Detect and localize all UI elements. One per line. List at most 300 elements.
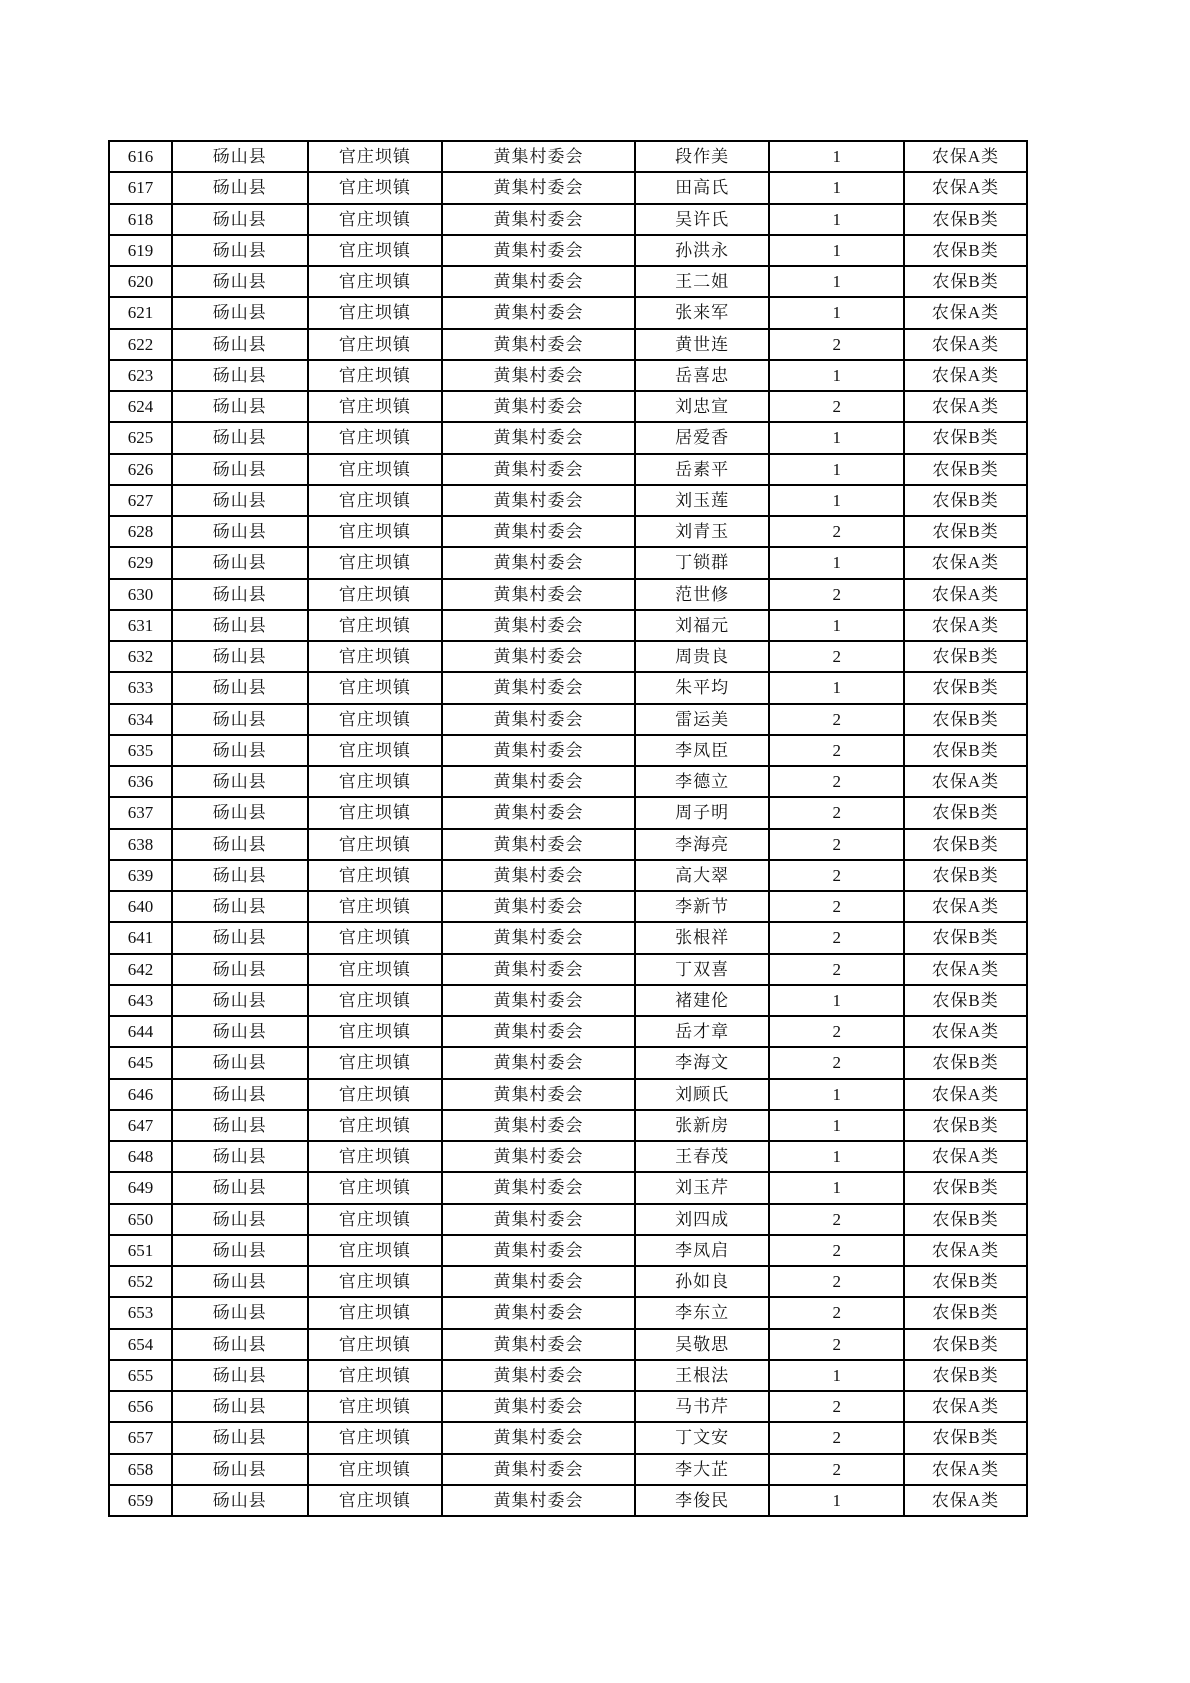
village-cell: 黄集村委会 — [442, 1422, 635, 1453]
village-cell: 黄集村委会 — [442, 297, 635, 328]
table-row — [109, 579, 1027, 610]
person-name-cell: 李东立 — [635, 1297, 770, 1328]
table-row — [109, 297, 1027, 328]
county-cell: 砀山县 — [172, 797, 308, 828]
county-cell: 砀山县 — [172, 1297, 308, 1328]
category-cell: 农保B类 — [904, 704, 1027, 735]
person-name-cell: 张根祥 — [635, 922, 770, 953]
table-row — [109, 516, 1027, 547]
person-name-cell: 李海亮 — [635, 829, 770, 860]
row-id-cell: 655 — [109, 1360, 172, 1391]
person-name-cell: 田高氏 — [635, 172, 770, 203]
town-cell: 官庄坝镇 — [308, 985, 443, 1016]
table-row — [109, 1485, 1027, 1516]
village-cell: 黄集村委会 — [442, 704, 635, 735]
person-name-cell: 刘玉芹 — [635, 1172, 770, 1203]
row-id-cell: 633 — [109, 672, 172, 703]
category-cell: 农保A类 — [904, 766, 1027, 797]
county-cell: 砀山县 — [172, 1016, 308, 1047]
town-cell: 官庄坝镇 — [308, 922, 443, 953]
county-cell: 砀山县 — [172, 516, 308, 547]
person-name-cell: 吴许氏 — [635, 204, 770, 235]
category-cell: 农保B类 — [904, 266, 1027, 297]
row-id-cell: 648 — [109, 1141, 172, 1172]
person-name-cell: 岳素平 — [635, 454, 770, 485]
row-id-cell: 650 — [109, 1204, 172, 1235]
row-id-cell: 616 — [109, 141, 172, 172]
table-row — [109, 485, 1027, 516]
person-name-cell: 王春茂 — [635, 1141, 770, 1172]
county-cell: 砀山县 — [172, 172, 308, 203]
county-cell: 砀山县 — [172, 1454, 308, 1485]
village-cell: 黄集村委会 — [442, 454, 635, 485]
row-id-cell: 634 — [109, 704, 172, 735]
row-id-cell: 641 — [109, 922, 172, 953]
village-cell: 黄集村委会 — [442, 235, 635, 266]
table-row — [109, 422, 1027, 453]
count-cell: 1 — [769, 1141, 904, 1172]
person-name-cell: 刘青玉 — [635, 516, 770, 547]
category-cell: 农保A类 — [904, 360, 1027, 391]
row-id-cell: 620 — [109, 266, 172, 297]
village-cell: 黄集村委会 — [442, 422, 635, 453]
county-cell: 砀山县 — [172, 954, 308, 985]
row-id-cell: 631 — [109, 610, 172, 641]
row-id-cell: 651 — [109, 1235, 172, 1266]
category-cell: 农保A类 — [904, 391, 1027, 422]
table-row — [109, 172, 1027, 203]
category-cell: 农保A类 — [904, 1391, 1027, 1422]
count-cell: 1 — [769, 672, 904, 703]
count-cell: 2 — [769, 735, 904, 766]
table-row — [109, 672, 1027, 703]
row-id-cell: 629 — [109, 547, 172, 578]
table-row — [109, 204, 1027, 235]
person-name-cell: 黄世连 — [635, 329, 770, 360]
table-row — [109, 766, 1027, 797]
count-cell: 2 — [769, 391, 904, 422]
county-cell: 砀山县 — [172, 391, 308, 422]
row-id-cell: 636 — [109, 766, 172, 797]
row-id-cell: 658 — [109, 1454, 172, 1485]
category-cell: 农保B类 — [904, 1047, 1027, 1078]
town-cell: 官庄坝镇 — [308, 204, 443, 235]
table-row — [109, 954, 1027, 985]
row-id-cell: 619 — [109, 235, 172, 266]
count-cell: 1 — [769, 297, 904, 328]
person-name-cell: 李凤启 — [635, 1235, 770, 1266]
table-row — [109, 1235, 1027, 1266]
person-name-cell: 丁双喜 — [635, 954, 770, 985]
category-cell: 农保B类 — [904, 1266, 1027, 1297]
count-cell: 2 — [769, 516, 904, 547]
row-id-cell: 621 — [109, 297, 172, 328]
town-cell: 官庄坝镇 — [308, 579, 443, 610]
row-id-cell: 659 — [109, 1485, 172, 1516]
county-cell: 砀山县 — [172, 1172, 308, 1203]
count-cell: 2 — [769, 860, 904, 891]
person-name-cell: 高大翠 — [635, 860, 770, 891]
row-id-cell: 632 — [109, 641, 172, 672]
table-row — [109, 1422, 1027, 1453]
town-cell: 官庄坝镇 — [308, 391, 443, 422]
category-cell: 农保B类 — [904, 422, 1027, 453]
table-row — [109, 891, 1027, 922]
table-row — [109, 1204, 1027, 1235]
village-cell: 黄集村委会 — [442, 922, 635, 953]
count-cell: 1 — [769, 985, 904, 1016]
county-cell: 砀山县 — [172, 1047, 308, 1078]
row-id-cell: 623 — [109, 360, 172, 391]
table-row — [109, 829, 1027, 860]
count-cell: 2 — [769, 954, 904, 985]
person-name-cell: 李德立 — [635, 766, 770, 797]
count-cell: 1 — [769, 1360, 904, 1391]
village-cell: 黄集村委会 — [442, 735, 635, 766]
table-row — [109, 860, 1027, 891]
category-cell: 农保A类 — [904, 891, 1027, 922]
town-cell: 官庄坝镇 — [308, 141, 443, 172]
county-cell: 砀山县 — [172, 1485, 308, 1516]
count-cell: 2 — [769, 1016, 904, 1047]
row-id-cell: 645 — [109, 1047, 172, 1078]
village-cell: 黄集村委会 — [442, 1297, 635, 1328]
village-cell: 黄集村委会 — [442, 1360, 635, 1391]
village-cell: 黄集村委会 — [442, 1016, 635, 1047]
county-cell: 砀山县 — [172, 735, 308, 766]
county-cell: 砀山县 — [172, 610, 308, 641]
table-row — [109, 1360, 1027, 1391]
count-cell: 1 — [769, 266, 904, 297]
count-cell: 2 — [769, 829, 904, 860]
count-cell: 1 — [769, 172, 904, 203]
town-cell: 官庄坝镇 — [308, 1391, 443, 1422]
person-name-cell: 褚建伦 — [635, 985, 770, 1016]
count-cell: 1 — [769, 1172, 904, 1203]
town-cell: 官庄坝镇 — [308, 704, 443, 735]
town-cell: 官庄坝镇 — [308, 1329, 443, 1360]
row-id-cell: 640 — [109, 891, 172, 922]
table-row — [109, 1110, 1027, 1141]
county-cell: 砀山县 — [172, 454, 308, 485]
category-cell: 农保B类 — [904, 1204, 1027, 1235]
town-cell: 官庄坝镇 — [308, 1016, 443, 1047]
count-cell: 1 — [769, 485, 904, 516]
category-cell: 农保A类 — [904, 172, 1027, 203]
category-cell: 农保B类 — [904, 735, 1027, 766]
count-cell: 2 — [769, 1235, 904, 1266]
table-row — [109, 641, 1027, 672]
village-cell: 黄集村委会 — [442, 1204, 635, 1235]
row-id-cell: 652 — [109, 1266, 172, 1297]
person-name-cell: 刘顾氏 — [635, 1079, 770, 1110]
county-cell: 砀山县 — [172, 485, 308, 516]
category-cell: 农保B类 — [904, 1360, 1027, 1391]
person-name-cell: 岳才章 — [635, 1016, 770, 1047]
category-cell: 农保B类 — [904, 516, 1027, 547]
county-cell: 砀山县 — [172, 672, 308, 703]
county-cell: 砀山县 — [172, 922, 308, 953]
category-cell: 农保B类 — [904, 1297, 1027, 1328]
town-cell: 官庄坝镇 — [308, 1204, 443, 1235]
town-cell: 官庄坝镇 — [308, 422, 443, 453]
village-cell: 黄集村委会 — [442, 672, 635, 703]
county-cell: 砀山县 — [172, 985, 308, 1016]
person-name-cell: 雷运美 — [635, 704, 770, 735]
county-cell: 砀山县 — [172, 204, 308, 235]
table-row — [109, 1172, 1027, 1203]
table-row — [109, 547, 1027, 578]
category-cell: 农保A类 — [904, 547, 1027, 578]
town-cell: 官庄坝镇 — [308, 860, 443, 891]
table-row — [109, 1297, 1027, 1328]
town-cell: 官庄坝镇 — [308, 766, 443, 797]
town-cell: 官庄坝镇 — [308, 1454, 443, 1485]
table-row — [109, 329, 1027, 360]
person-name-cell: 李凤臣 — [635, 735, 770, 766]
table-row — [109, 922, 1027, 953]
row-id-cell: 643 — [109, 985, 172, 1016]
category-cell: 农保A类 — [904, 297, 1027, 328]
county-cell: 砀山县 — [172, 422, 308, 453]
county-cell: 砀山县 — [172, 1079, 308, 1110]
table-row — [109, 797, 1027, 828]
count-cell: 2 — [769, 891, 904, 922]
town-cell: 官庄坝镇 — [308, 1141, 443, 1172]
person-name-cell: 居爱香 — [635, 422, 770, 453]
category-cell: 农保B类 — [904, 641, 1027, 672]
count-cell: 2 — [769, 1204, 904, 1235]
person-name-cell: 马书芹 — [635, 1391, 770, 1422]
row-id-cell: 647 — [109, 1110, 172, 1141]
county-cell: 砀山县 — [172, 1329, 308, 1360]
village-cell: 黄集村委会 — [442, 1047, 635, 1078]
county-cell: 砀山县 — [172, 266, 308, 297]
row-id-cell: 625 — [109, 422, 172, 453]
town-cell: 官庄坝镇 — [308, 641, 443, 672]
count-cell: 2 — [769, 641, 904, 672]
table-body — [109, 141, 1027, 1516]
table-row — [109, 985, 1027, 1016]
village-cell: 黄集村委会 — [442, 954, 635, 985]
row-id-cell: 622 — [109, 329, 172, 360]
town-cell: 官庄坝镇 — [308, 1235, 443, 1266]
count-cell: 1 — [769, 454, 904, 485]
count-cell: 2 — [769, 1297, 904, 1328]
category-cell: 农保A类 — [904, 1454, 1027, 1485]
category-cell: 农保B类 — [904, 672, 1027, 703]
county-cell: 砀山县 — [172, 1391, 308, 1422]
person-name-cell: 朱平均 — [635, 672, 770, 703]
town-cell: 官庄坝镇 — [308, 797, 443, 828]
table-row — [109, 360, 1027, 391]
town-cell: 官庄坝镇 — [308, 829, 443, 860]
town-cell: 官庄坝镇 — [308, 266, 443, 297]
town-cell: 官庄坝镇 — [308, 1079, 443, 1110]
county-cell: 砀山县 — [172, 1422, 308, 1453]
town-cell: 官庄坝镇 — [308, 735, 443, 766]
person-name-cell: 范世修 — [635, 579, 770, 610]
town-cell: 官庄坝镇 — [308, 672, 443, 703]
person-name-cell: 周子明 — [635, 797, 770, 828]
town-cell: 官庄坝镇 — [308, 235, 443, 266]
row-id-cell: 644 — [109, 1016, 172, 1047]
person-name-cell: 丁文安 — [635, 1422, 770, 1453]
category-cell: 农保B类 — [904, 204, 1027, 235]
county-cell: 砀山县 — [172, 547, 308, 578]
category-cell: 农保B类 — [904, 1329, 1027, 1360]
table-row — [109, 235, 1027, 266]
town-cell: 官庄坝镇 — [308, 454, 443, 485]
row-id-cell: 637 — [109, 797, 172, 828]
village-cell: 黄集村委会 — [442, 641, 635, 672]
county-cell: 砀山县 — [172, 704, 308, 735]
category-cell: 农保A类 — [904, 954, 1027, 985]
count-cell: 1 — [769, 235, 904, 266]
category-cell: 农保B类 — [904, 829, 1027, 860]
category-cell: 农保B类 — [904, 235, 1027, 266]
county-cell: 砀山县 — [172, 1235, 308, 1266]
village-cell: 黄集村委会 — [442, 266, 635, 297]
town-cell: 官庄坝镇 — [308, 516, 443, 547]
table-row — [109, 1016, 1027, 1047]
table-row — [109, 1329, 1027, 1360]
village-cell: 黄集村委会 — [442, 1110, 635, 1141]
county-cell: 砀山县 — [172, 891, 308, 922]
person-name-cell: 吴敬思 — [635, 1329, 770, 1360]
county-cell: 砀山县 — [172, 1110, 308, 1141]
count-cell: 2 — [769, 579, 904, 610]
count-cell: 2 — [769, 1047, 904, 1078]
row-id-cell: 642 — [109, 954, 172, 985]
table-row — [109, 610, 1027, 641]
village-cell: 黄集村委会 — [442, 985, 635, 1016]
village-cell: 黄集村委会 — [442, 860, 635, 891]
count-cell: 1 — [769, 610, 904, 641]
category-cell: 农保B类 — [904, 485, 1027, 516]
category-cell: 农保B类 — [904, 454, 1027, 485]
county-cell: 砀山县 — [172, 860, 308, 891]
category-cell: 农保B类 — [904, 860, 1027, 891]
town-cell: 官庄坝镇 — [308, 1422, 443, 1453]
category-cell: 农保B类 — [904, 1422, 1027, 1453]
county-cell: 砀山县 — [172, 1360, 308, 1391]
table-row — [109, 704, 1027, 735]
county-cell: 砀山县 — [172, 235, 308, 266]
town-cell: 官庄坝镇 — [308, 610, 443, 641]
count-cell: 2 — [769, 329, 904, 360]
row-id-cell: 628 — [109, 516, 172, 547]
town-cell: 官庄坝镇 — [308, 485, 443, 516]
village-cell: 黄集村委会 — [442, 516, 635, 547]
category-cell: 农保B类 — [904, 1172, 1027, 1203]
county-cell: 砀山县 — [172, 360, 308, 391]
village-cell: 黄集村委会 — [442, 1235, 635, 1266]
county-cell: 砀山县 — [172, 829, 308, 860]
person-name-cell: 王根法 — [635, 1360, 770, 1391]
village-cell: 黄集村委会 — [442, 391, 635, 422]
town-cell: 官庄坝镇 — [308, 329, 443, 360]
row-id-cell: 630 — [109, 579, 172, 610]
row-id-cell: 627 — [109, 485, 172, 516]
row-id-cell: 617 — [109, 172, 172, 203]
village-cell: 黄集村委会 — [442, 1454, 635, 1485]
county-cell: 砀山县 — [172, 1266, 308, 1297]
table-row — [109, 1454, 1027, 1485]
person-name-cell: 刘忠宣 — [635, 391, 770, 422]
person-name-cell: 岳喜忠 — [635, 360, 770, 391]
person-name-cell: 刘四成 — [635, 1204, 770, 1235]
county-cell: 砀山县 — [172, 1141, 308, 1172]
row-id-cell: 649 — [109, 1172, 172, 1203]
category-cell: 农保A类 — [904, 329, 1027, 360]
town-cell: 官庄坝镇 — [308, 891, 443, 922]
category-cell: 农保A类 — [904, 1141, 1027, 1172]
table-row — [109, 735, 1027, 766]
village-cell: 黄集村委会 — [442, 610, 635, 641]
count-cell: 1 — [769, 1485, 904, 1516]
row-id-cell: 638 — [109, 829, 172, 860]
town-cell: 官庄坝镇 — [308, 1297, 443, 1328]
person-name-cell: 刘玉莲 — [635, 485, 770, 516]
table-row — [109, 1079, 1027, 1110]
village-cell: 黄集村委会 — [442, 1079, 635, 1110]
count-cell: 1 — [769, 141, 904, 172]
table-row — [109, 391, 1027, 422]
village-cell: 黄集村委会 — [442, 360, 635, 391]
town-cell: 官庄坝镇 — [308, 297, 443, 328]
village-cell: 黄集村委会 — [442, 766, 635, 797]
row-id-cell: 653 — [109, 1297, 172, 1328]
category-cell: 农保A类 — [904, 141, 1027, 172]
county-cell: 砀山县 — [172, 141, 308, 172]
table-row — [109, 266, 1027, 297]
category-cell: 农保B类 — [904, 1110, 1027, 1141]
row-id-cell: 635 — [109, 735, 172, 766]
person-name-cell: 李新节 — [635, 891, 770, 922]
row-id-cell: 657 — [109, 1422, 172, 1453]
category-cell: 农保A类 — [904, 1235, 1027, 1266]
village-cell: 黄集村委会 — [442, 172, 635, 203]
category-cell: 农保B类 — [904, 985, 1027, 1016]
count-cell: 2 — [769, 766, 904, 797]
category-cell: 农保A类 — [904, 579, 1027, 610]
table-row — [109, 1141, 1027, 1172]
row-id-cell: 646 — [109, 1079, 172, 1110]
village-cell: 黄集村委会 — [442, 204, 635, 235]
count-cell: 1 — [769, 422, 904, 453]
roster-table — [108, 140, 1028, 1517]
row-id-cell: 639 — [109, 860, 172, 891]
count-cell: 1 — [769, 1110, 904, 1141]
person-name-cell: 张新房 — [635, 1110, 770, 1141]
count-cell: 2 — [769, 922, 904, 953]
person-name-cell: 李大芷 — [635, 1454, 770, 1485]
count-cell: 1 — [769, 547, 904, 578]
row-id-cell: 626 — [109, 454, 172, 485]
count-cell: 1 — [769, 204, 904, 235]
village-cell: 黄集村委会 — [442, 891, 635, 922]
person-name-cell: 周贵良 — [635, 641, 770, 672]
category-cell: 农保A类 — [904, 1016, 1027, 1047]
table-row — [109, 454, 1027, 485]
village-cell: 黄集村委会 — [442, 829, 635, 860]
village-cell: 黄集村委会 — [442, 1391, 635, 1422]
county-cell: 砀山县 — [172, 766, 308, 797]
village-cell: 黄集村委会 — [442, 485, 635, 516]
category-cell: 农保A类 — [904, 610, 1027, 641]
town-cell: 官庄坝镇 — [308, 954, 443, 985]
